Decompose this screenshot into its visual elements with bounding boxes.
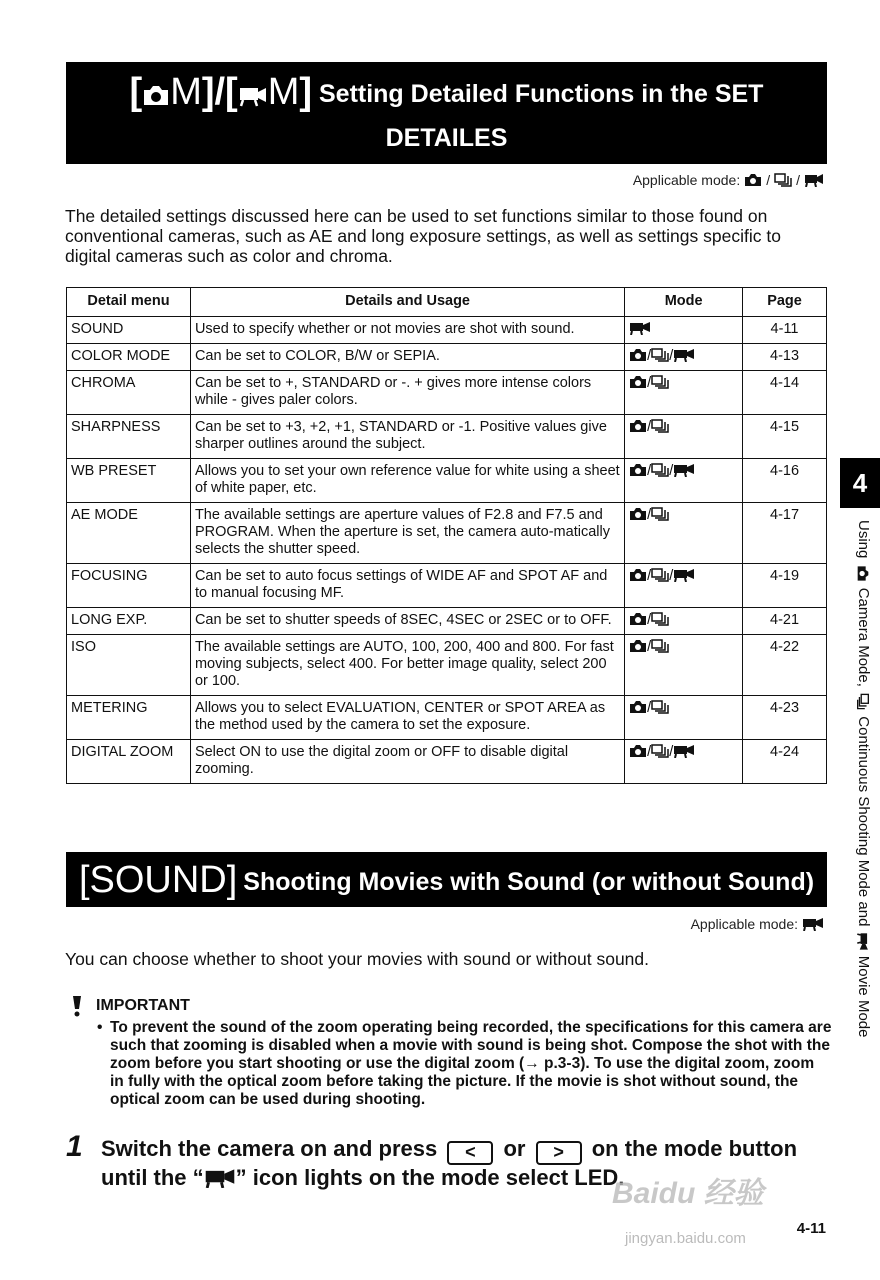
continuous-shooting-icon (651, 348, 669, 362)
mode-cell: / / (625, 564, 743, 608)
chapter-side-text (848, 520, 872, 1120)
movie-icon (804, 173, 824, 187)
camera-icon (629, 700, 647, 714)
camera-icon (629, 419, 647, 433)
step-number: 1 (66, 1130, 83, 1163)
detail-menu-cell: METERING (67, 696, 191, 740)
page-cell: 4-11 (743, 317, 827, 344)
continuous-shooting-icon (651, 419, 669, 433)
movie-icon (238, 83, 268, 107)
detail-menu-cell: DIGITAL ZOOM (67, 740, 191, 784)
chapter-tab: 4 (840, 458, 880, 508)
important-text: To prevent the sound of the zoom operating being recorded, the specifications for this camera are such that zooming is disabled when a movie with sound is being shot. Compose the shot with the zoom before you start shooting or use the digital zoom (→ p.3-3). To use the digital zoom, zoom in fully with the optical zoom before taking the picture. If the movie is shot without sound, the optical zoom can be used during shooting. (110, 1019, 832, 1108)
watermark-url: jingyan.baidu.com (625, 1230, 746, 1247)
page-cell: 4-13 (743, 344, 827, 371)
details-cell: Can be set to +, STANDARD or -. + gives more intense colors while - gives paler colors. (190, 371, 624, 415)
table-row (67, 415, 827, 459)
camera-icon (857, 565, 870, 581)
mode-cell: / (625, 635, 743, 696)
details-cell: Allows you to select EVALUATION, CENTER or SPOT AREA as the method used by the camera to set the exposure. (190, 696, 624, 740)
continuous-shooting-icon (651, 612, 669, 626)
table-row (67, 564, 827, 608)
detail-menu-cell: WB PRESET (67, 459, 191, 503)
details-cell: Can be set to COLOR, B/W or SEPIA. (190, 344, 624, 371)
detail-menu-table (66, 287, 827, 784)
col-header-details: Details and Usage (190, 288, 624, 317)
mode-cell: / / (625, 344, 743, 371)
detail-menu-cell: SOUND (67, 317, 191, 344)
movie-icon (673, 744, 695, 758)
applicable-mode-2 (691, 916, 824, 932)
mode-cell: / / (625, 459, 743, 503)
table-row (67, 608, 827, 635)
table-row (67, 344, 827, 371)
detail-menu-cell: LONG EXP. (67, 608, 191, 635)
section-header-set-details: [ M]/[ M] Setting Detailed Functions in the SET DETAILES (66, 62, 827, 164)
details-cell: Allows you to set your own reference value for white using a sheet of white paper, etc. (190, 459, 624, 503)
bullet: • (97, 1019, 103, 1036)
movie-icon (204, 1168, 236, 1188)
left-arrow-key: < (447, 1141, 493, 1165)
continuous-shooting-icon (651, 463, 669, 477)
warning-icon (70, 995, 84, 1017)
col-header-mode: Mode (625, 288, 743, 317)
mode-cell: / (625, 371, 743, 415)
details-cell: Select ON to use the digital zoom or OFF to disable digital zooming. (190, 740, 624, 784)
applicable-mode-label: Applicable mode: (632, 172, 741, 188)
camera-icon (629, 463, 647, 477)
page-cell: 4-14 (743, 371, 827, 415)
camera-icon (629, 639, 647, 653)
continuous-shooting-icon (651, 700, 669, 714)
mode-cell: / (625, 696, 743, 740)
detail-menu-cell: FOCUSING (67, 564, 191, 608)
detail-menu-cell: ISO (67, 635, 191, 696)
continuous-shooting-icon (857, 694, 870, 710)
table-row (67, 503, 827, 564)
side-text-4: Movie Mode (855, 955, 872, 1038)
right-arrow-key: > (536, 1141, 582, 1165)
applicable-mode-1: Applicable mode: / / (633, 172, 824, 188)
continuous-shooting-icon (774, 173, 792, 187)
details-cell: The available settings are aperture values of F2.8 and F7.5 and PROGRAM. When the aperture is set, the camera auto-matically selects the shutter speed. (190, 503, 624, 564)
camera-icon (744, 173, 762, 187)
watermark-logo: Baidu 经验 (612, 1177, 764, 1210)
mode-letter-2: M (267, 71, 300, 113)
table-row (67, 740, 827, 784)
detail-menu-cell: COLOR MODE (67, 344, 191, 371)
important-heading (70, 995, 190, 1017)
continuous-shooting-icon (651, 639, 669, 653)
continuous-shooting-icon (651, 744, 669, 758)
table-row (67, 371, 827, 415)
mode-cell: / (625, 503, 743, 564)
details-cell: Can be set to auto focus settings of WIDE AF and SPOT AF and to manual focusing MF. (190, 564, 624, 608)
sound-tag: [SOUND] (78, 859, 238, 901)
movie-icon (857, 932, 870, 950)
table-row (67, 635, 827, 696)
side-text-2: Camera Mode, (855, 587, 872, 687)
camera-icon (629, 612, 647, 626)
continuous-shooting-icon (651, 375, 669, 389)
page-cell: 4-17 (743, 503, 827, 564)
detail-menu-cell: CHROMA (67, 371, 191, 415)
continuous-shooting-icon (651, 568, 669, 582)
detail-menu-cell: SHARPNESS (67, 415, 191, 459)
step-1-instruction: Switch the camera on and press < or > on the mode button until the “ ” icon lights on the mode select LED. (101, 1136, 798, 1190)
camera-icon (629, 744, 647, 758)
page-cell: 4-24 (743, 740, 827, 784)
table-row (67, 317, 827, 344)
side-text-3: Continuous Shooting Mode and (855, 716, 872, 927)
col-header-page: Page (743, 288, 827, 317)
camera-icon (629, 568, 647, 582)
section-header-sound (66, 852, 827, 907)
intro-paragraph: The detailed settings discussed here can be used to set functions similar to those found on conventional cameras, such as AE and long exposure settings, as well as settings specific to digital cameras such as color and chroma. (65, 206, 781, 266)
camera-icon (629, 348, 647, 362)
camera-icon (629, 507, 647, 521)
applicable-mode-label-2: Applicable mode: (690, 916, 798, 932)
sound-intro: You can choose whether to shoot your movies with sound or without sound. (65, 949, 650, 969)
detail-menu-cell: AE MODE (67, 503, 191, 564)
side-text-1: Using (855, 520, 872, 559)
page-number: 4-11 (796, 1220, 826, 1237)
sound-header-title: Shooting Movies with Sound (or without Sound) (243, 868, 815, 896)
details-cell: Can be set to +3, +2, +1, STANDARD or -1. Positive values give sharper outlines around the subject. (190, 415, 624, 459)
table-row (67, 696, 827, 740)
table-row (67, 459, 827, 503)
page-cell: 4-19 (743, 564, 827, 608)
page-cell: 4-22 (743, 635, 827, 696)
mode-cell (625, 317, 743, 344)
movie-icon (629, 321, 651, 335)
movie-icon (802, 917, 824, 931)
mode-cell: / / (625, 740, 743, 784)
page-cell: 4-23 (743, 696, 827, 740)
page-cell: 4-16 (743, 459, 827, 503)
important-note (97, 1019, 832, 1109)
mode-cell: / (625, 415, 743, 459)
mode-bracket-open: [ (129, 71, 143, 113)
camera-icon (142, 83, 170, 107)
header-title-line1: Setting Detailed Functions in the SET (318, 80, 764, 108)
details-cell: The available settings are AUTO, 100, 200, 400 and 800. For fast moving subjects, select 400. For better image quality, select 200 or 100. (190, 635, 624, 696)
page-cell: 4-21 (743, 608, 827, 635)
camera-icon (629, 375, 647, 389)
page-cell: 4-15 (743, 415, 827, 459)
movie-icon (673, 568, 695, 582)
header-title-line2: DETAILES (385, 124, 508, 152)
col-header-menu: Detail menu (67, 288, 191, 317)
movie-icon (673, 348, 695, 362)
details-cell: Used to specify whether or not movies are shot with sound. (190, 317, 624, 344)
continuous-shooting-icon (651, 507, 669, 521)
important-title: IMPORTANT (96, 997, 190, 1014)
movie-icon (673, 463, 695, 477)
table-header-row (67, 288, 827, 317)
mode-letter: M (170, 71, 202, 113)
mode-cell: / (625, 608, 743, 635)
details-cell: Can be set to shutter speeds of 8SEC, 4SEC or 2SEC or to OFF. (190, 608, 624, 635)
